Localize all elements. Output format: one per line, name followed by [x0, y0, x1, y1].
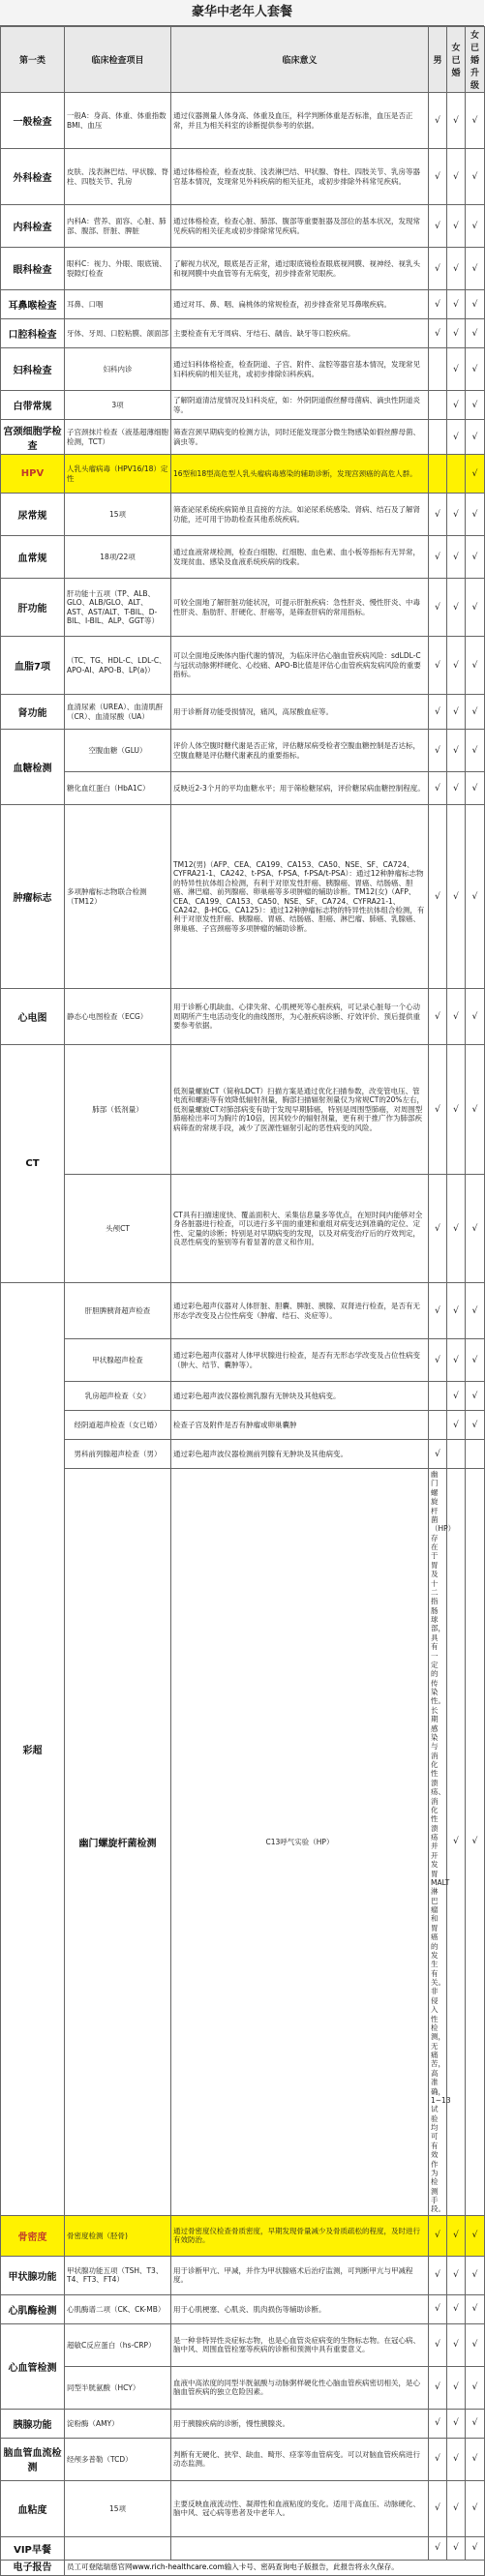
- category-cell: 幽门螺旋杆菌检测: [65, 1469, 171, 2216]
- check-mark-u: √: [466, 772, 485, 805]
- check-mark-m: √: [429, 2366, 447, 2409]
- meaning-cell: 用于心肌梗塞、心肌炎、肌肉损伤等辅助诊断。: [171, 2294, 429, 2323]
- meaning-cell: 通过血液常规检测，检查白细胞、红细胞、血色素、血小板等指标有无异常，发现贫血、感染及血液系统疾病的线索。: [171, 536, 429, 579]
- category-cell: 一般检查: [1, 93, 65, 149]
- check-mark-m: √: [429, 579, 447, 637]
- table-row: [1, 391, 485, 420]
- meaning-cell: 16型和18型高危型人乳头瘤病毒感染的辅助诊断，发现宫颈癌的高危人群。: [171, 455, 429, 494]
- meaning-cell: 了解阴道清洁度情况及妇科炎症，如：外阴阴道假丝酵母菌病、滴虫性阴道炎等。: [171, 391, 429, 420]
- item-cell: [65, 2536, 171, 2560]
- check-mark-f: √: [447, 391, 466, 420]
- check-mark-f: √: [447, 2480, 466, 2536]
- check-mark-u: √: [466, 205, 485, 248]
- meaning-cell: 幽门螺旋杆菌（HP）存在于胃及十二指肠球部，具有一定的传染性。长期感染与消化性溃疡、消化性溃疡并开发胃MALT淋巴瘤和胃癌的发生有关。非侵入性检测，无痛苦，高准确，1~13试验均可有效作为检测手段。: [429, 1469, 447, 2216]
- item-cell: 3项: [65, 391, 171, 420]
- table-row: [1, 805, 485, 989]
- meaning-cell: 可以全面地反映体内脂代谢的情况，为临床评估心脑血管疾病风险：sdLDL-C与冠状动脉粥样硬化、心绞痛、APO-B比值是评估心血管疾病发病风险的重要指标。: [171, 637, 429, 695]
- meaning-cell: TM12(男)（AFP、CEA、CA199、CA153、CA50、NSE、SF、CA724、CYFRA21-1、CA242、t-PSA、f-PSA、f-PSA/t-PSA）：通过12种肿瘤标志物的特异性抗体组合检测，有利于对原发性肝癌、胰腺癌、胃癌、结肠癌、胆癌、淋巴瘤、前列腺癌、卵巢癌等多项肿瘤的辅助诊断。TM12(女)（AFP、CEA、CA199、CA153、CA50、NSE、SF、CA724、CYFRA21-1、CA242、β-HCG、CA125）：通过12种肿瘤标志物的特异性抗体组合检测，有利于对原发性肝癌、胰腺癌、胃癌、结肠癌、胆癌、淋巴瘤、肺癌、乳腺癌、卵巢癌、子宫颈癌等多项肿瘤的辅助诊断。: [171, 805, 429, 989]
- check-mark-u: √: [466, 348, 485, 391]
- check-mark-u: √: [466, 391, 485, 420]
- check-mark-m: √: [429, 1283, 447, 1339]
- category-cell: 宫颈细胞学检查: [1, 420, 65, 455]
- footer-text: 员工可登陆瑞慈官网www.rich-healthcare.com输入卡号、密码查询电子版报告，此报告将永久保存。: [65, 2560, 485, 2575]
- check-mark-f: √: [447, 2256, 466, 2294]
- table-row: [1, 2294, 485, 2323]
- table-row: [1, 1283, 485, 1339]
- meaning-cell: 可较全面地了解肝脏功能状况，可提示肝脏疾病：急性肝炎、慢性肝炎、中毒性肝炎、脂肪肝、肝硬化、肝癌等，是筛查肝病的常用指标。: [171, 579, 429, 637]
- category-cell: 外科检查: [1, 149, 65, 205]
- item-cell: 耳鼻、口咽: [65, 290, 171, 319]
- category-cell: 耳鼻喉检查: [1, 290, 65, 319]
- item-cell: 静态心电图检查（ECG）: [65, 989, 171, 1045]
- item-cell: 内科A：营养、面容、心脏、肺部、腹部、肝脏、脾脏: [65, 205, 171, 248]
- meaning-cell: 通过骨密度仪检查骨质密度，早期发现骨量减少及骨质疏松的程度，及时进行有效防治。: [171, 2215, 429, 2256]
- item-cell: 空腹血糖（GLU）: [65, 730, 171, 772]
- meaning-cell: 用于胰腺疾病的诊断，慢性胰腺炎。: [171, 2409, 429, 2438]
- check-mark-f: √: [447, 319, 466, 348]
- item-cell: 肺部（低剂量）: [65, 1045, 171, 1175]
- table-row: [1, 1440, 485, 1469]
- item-cell: 子宫颈抹片检查（液基超薄细胞检测，TCT）: [65, 420, 171, 455]
- check-mark-u: √: [466, 455, 485, 494]
- table-row: [1, 1175, 485, 1283]
- item-cell: 心肌酶谱二项（CK、CK-MB）: [65, 2294, 171, 2323]
- footer-category: 电子报告: [1, 2560, 65, 2575]
- category-cell: 妇科检查: [1, 348, 65, 391]
- item-cell: 肝胆脾胰肾超声检查: [65, 1283, 171, 1339]
- check-mark-u: √: [466, 1411, 485, 1440]
- check-mark-f: √: [447, 2536, 466, 2560]
- header-female-upgrade: 女已婚升级: [466, 27, 485, 93]
- category-cell: HPV: [1, 455, 65, 494]
- check-mark-m: [429, 1411, 447, 1440]
- check-mark-f: √: [447, 989, 466, 1045]
- category-cell: 心血管检测: [1, 2323, 65, 2409]
- category-cell: 白带常规: [1, 391, 65, 420]
- category-cell: 心肌酶检测: [1, 2294, 65, 2323]
- check-mark-f: √: [447, 772, 466, 805]
- table-row: [1, 637, 485, 695]
- check-mark-u: √: [466, 2323, 485, 2366]
- check-mark-m: √: [429, 248, 447, 290]
- item-cell: 血清尿素（UREA）、血清肌酐（CR）、血清尿酸（UA）: [65, 695, 171, 730]
- table-row: [1, 1339, 485, 1382]
- item-cell: 乳房超声检查（女）: [65, 1382, 171, 1411]
- item-cell: 经阴道超声检查（女已婚）: [65, 1411, 171, 1440]
- check-mark-f: √: [447, 494, 466, 536]
- meaning-cell: 通过彩色超声波仪器检测乳腺有无肿块及其他病变。: [171, 1382, 429, 1411]
- item-cell: 淀粉酶（AMY）: [65, 2409, 171, 2438]
- check-mark-m: √: [429, 2480, 447, 2536]
- table-row: [1, 579, 485, 637]
- check-mark-m: √: [429, 93, 447, 149]
- table-row: [1, 290, 485, 319]
- check-mark-u: √: [466, 2409, 485, 2438]
- check-mark-u: √: [466, 579, 485, 637]
- item-cell: 骨密度检测（胫骨): [65, 2215, 171, 2256]
- check-mark-f: √: [447, 1411, 466, 1440]
- check-mark-m: √: [429, 805, 447, 989]
- check-mark-u: √: [466, 730, 485, 772]
- meaning-cell: 通过彩色超声仪器对人体甲状腺进行检查，是否有无形态学改变及占位性病变（肿大、结节、囊肿等）。: [171, 1339, 429, 1382]
- category-cell: 骨密度: [1, 2215, 65, 2256]
- check-mark-u: √: [466, 1045, 485, 1175]
- meaning-cell: 用于诊断甲亢、甲减，并作为甲状腺癌术后治疗监测，可判断甲亢与甲减程度。: [171, 2256, 429, 2294]
- table-row: [1, 730, 485, 772]
- check-mark-u: √: [466, 2438, 485, 2480]
- check-mark-f: √: [447, 348, 466, 391]
- table-row: [1, 205, 485, 248]
- check-mark-f: √: [447, 2323, 466, 2366]
- item-cell: 牙体、牙周、口腔粘膜、颌面部: [65, 319, 171, 348]
- check-mark-f: √: [447, 290, 466, 319]
- item-cell: 糖化血红蛋白（HbA1C）: [65, 772, 171, 805]
- check-mark-m: √: [429, 290, 447, 319]
- table-row: [1, 772, 485, 805]
- check-mark-f: √: [447, 579, 466, 637]
- check-mark-m: √: [429, 1175, 447, 1283]
- package-table: [0, 26, 485, 2576]
- check-mark-u: √: [466, 989, 485, 1045]
- check-mark-m: √: [429, 2256, 447, 2294]
- meaning-cell: 反映近2-3个月的平均血糖水平；用于筛检糖尿病，评价糖尿病血糖控制程度。: [171, 772, 429, 805]
- table-row: [1, 93, 485, 149]
- item-cell: C13呼气实验（HP）: [171, 1469, 429, 2216]
- check-mark-f: √: [466, 1469, 485, 2216]
- check-mark-m: √: [429, 536, 447, 579]
- category-cell: 血糖检测: [1, 730, 65, 805]
- category-cell: 口腔科检查: [1, 319, 65, 348]
- check-mark-u: √: [466, 1339, 485, 1382]
- table-row: [1, 1411, 485, 1440]
- check-mark-u: √: [466, 536, 485, 579]
- check-mark-m: √: [429, 2409, 447, 2438]
- item-cell: 妇科内诊: [65, 348, 171, 391]
- item-cell: 肝功能十五项（TP、ALB、GLO、ALB/GLO、ALT、AST、AST/ALT、T-BIL、D-BIL、I-BIL、ALP、GGT等）: [65, 579, 171, 637]
- meaning-cell: 判断有无硬化、狭窄、缺血、畸形、痉挛等血管病变。可以对脑血管疾病进行动态监测。: [171, 2438, 429, 2480]
- table-row: [1, 1382, 485, 1411]
- check-mark-u: √: [466, 2480, 485, 2536]
- check-mark-u: √: [466, 420, 485, 455]
- check-mark-u: √: [466, 149, 485, 205]
- item-cell: 多项肿瘤标志物联合检测（TM12）: [65, 805, 171, 989]
- table-row: [1, 2215, 485, 2256]
- header-meaning: 临床意义: [171, 27, 429, 93]
- footer-row: [1, 2560, 485, 2575]
- check-mark-f: √: [447, 420, 466, 455]
- meaning-cell: 通过对耳、鼻、咽、扁桃体的常规检查，初步排查常见耳鼻喉疾病。: [171, 290, 429, 319]
- check-mark-m: √: [429, 637, 447, 695]
- header-item: 临床检查项目: [65, 27, 171, 93]
- table-row: [1, 2323, 485, 2366]
- check-mark-u: √: [466, 2294, 485, 2323]
- table-row: [1, 1045, 485, 1175]
- category-cell: CT: [1, 1045, 65, 1283]
- table-body: [1, 93, 485, 2561]
- table-row: [1, 536, 485, 579]
- check-mark-f: √: [447, 1339, 466, 1382]
- header-row: [1, 27, 485, 93]
- check-mark-f: √: [447, 2366, 466, 2409]
- check-mark-u: √: [466, 494, 485, 536]
- meaning-cell: 检查子宫及附件是否有肿瘤或卵巢囊肿: [171, 1411, 429, 1440]
- check-mark-m: √: [429, 149, 447, 205]
- check-mark-u: √: [466, 805, 485, 989]
- check-mark-m: √: [429, 1440, 447, 1469]
- check-mark-f: [447, 1440, 466, 1469]
- category-cell: 甲状腺功能: [1, 2256, 65, 2294]
- check-mark-u: √: [466, 1382, 485, 1411]
- category-cell: 肿瘤标志: [1, 805, 65, 989]
- meaning-cell: 通过妇科体格检查，检查阴道、子宫、附件、盆腔等器官基本情况，发现常见妇科疾病的相关征兆，或初步排除妇科疾病。: [171, 348, 429, 391]
- header-male: 男: [429, 27, 447, 93]
- table-row: [1, 2480, 485, 2536]
- item-cell: 人乳头瘤病毒（HPV16/18）定性: [65, 455, 171, 494]
- meaning-cell: 通过体格检查，检查皮肤、浅表淋巴结、甲状腺、脊柱、四肢关节、乳房等器官基本情况，发现常见外科疾病的相关征兆，或初步排除外科常见疾病。: [171, 149, 429, 205]
- check-mark-u: √: [466, 1175, 485, 1283]
- table-row: [1, 2256, 485, 2294]
- item-cell: 眼科C：视力、外眼、眼底镜、裂隙灯检查: [65, 248, 171, 290]
- check-mark-f: √: [447, 1175, 466, 1283]
- category-cell: 眼科检查: [1, 248, 65, 290]
- check-mark-m: √: [429, 2536, 447, 2560]
- check-mark-f: √: [447, 93, 466, 149]
- table-row: [1, 2438, 485, 2480]
- meaning-cell: CT具有扫描速度快、覆盖面积大、采集信息量多等优点，在短时间内能够对全身各脏器进行检查，可以进行多平面的重建和重组对病变达到准确的定位、定性、定量的诊断；特别是对早期病变的发现，以及对病变治疗后的疗效判定，良恶性病变的鉴别等有着显著的意义和作用。: [171, 1175, 429, 1283]
- meaning-cell: 低剂量螺旋CT（简称LDCT）扫描方案是通过优化扫描参数，改变管电压、管电流和螺距等有效降低辐射剂量，胸部扫描辐射剂量仅为常规CT的20%左右，低剂量螺旋CT对肺部病变有助于发现早期肺癌，特别是周围型肺癌，对周围型肺癌检出率可为胸片的10倍，因其较少的辐射剂量，更有利于推广作为肺部疾病筛查的常规手段，减少了医源性辐射引起的恶性病变的风险。: [171, 1045, 429, 1175]
- check-mark-m: √: [429, 989, 447, 1045]
- item-cell: 同型半胱氨酸（HCY）: [65, 2366, 171, 2409]
- table-row: [1, 695, 485, 730]
- page-title: 豪华中老年人套餐: [0, 0, 484, 26]
- check-mark-m: √: [429, 1339, 447, 1382]
- check-mark-m: √: [429, 494, 447, 536]
- meaning-cell: 用于诊断心肌缺血、心律失常、心肌梗死等心脏疾病，可记录心脏每一个心动周期所产生电活动变化的曲线图形，为心脏疾病诊断、疗效评价、预后提供重要参考依据。: [171, 989, 429, 1045]
- check-mark-f: √: [447, 536, 466, 579]
- check-mark-m: √: [447, 1469, 466, 2216]
- check-mark-f: √: [447, 2438, 466, 2480]
- meaning-cell: 血液中高浓度的同型半胱氨酸与动脉粥样硬化性心脑血管疾病密切相关，是心脑血管疾病的独立危险因素。: [171, 2366, 429, 2409]
- meaning-cell: 筛查宫颈早期病变的检测方法，同时还能发现部分微生物感染如假丝酵母菌、滴虫等。: [171, 420, 429, 455]
- meaning-cell: 通过彩色超声波仪器检测前列腺有无肿块及其他病变。: [171, 1440, 429, 1469]
- check-mark-m: √: [429, 2215, 447, 2256]
- table-row: [1, 1469, 485, 2216]
- check-mark-u: √: [466, 695, 485, 730]
- check-mark-u: √: [466, 319, 485, 348]
- check-mark-f: √: [447, 637, 466, 695]
- category-cell: 胰腺功能: [1, 2409, 65, 2438]
- check-mark-m: [429, 348, 447, 391]
- meaning-cell: 通过仪器测量人体身高、体重及血压，科学判断体重是否标准，血压是否正常，并且为相关科室的诊断提供参考的依据。: [171, 93, 429, 149]
- category-cell: VIP早餐: [1, 2536, 65, 2560]
- table-row: [1, 494, 485, 536]
- meaning-cell: 评价人体空腹时糖代谢是否正常，评估糖尿病受检者空腹血糖控制是否达标，空腹血糖是评估糖代谢紊乱的重要指标。: [171, 730, 429, 772]
- check-mark-f: √: [447, 149, 466, 205]
- check-mark-f: √: [447, 205, 466, 248]
- check-mark-f: √: [447, 695, 466, 730]
- meaning-cell: 主要反映血液流动性、凝滞性和血液粘度的变化。适用于高血压、动脉硬化、脑中风、冠心病等患者及中老年人。: [171, 2480, 429, 2536]
- table-row: [1, 989, 485, 1045]
- check-mark-m: [429, 455, 447, 494]
- table-row: [1, 420, 485, 455]
- check-mark-u: √: [466, 290, 485, 319]
- check-mark-m: √: [429, 772, 447, 805]
- check-mark-m: √: [429, 2438, 447, 2480]
- item-cell: 一般A：身高、体重、体重指数BMI、血压: [65, 93, 171, 149]
- meaning-cell: 是一种非特异性炎症标志物，也是心血管炎症病变的生物标志物。在冠心病、脑中风、周围血管栓塞等疾病的诊断和预测中具有重要意义。: [171, 2323, 429, 2366]
- check-mark-f: [447, 455, 466, 494]
- check-mark-m: √: [429, 2323, 447, 2366]
- category-cell: 尿常规: [1, 494, 65, 536]
- check-mark-u: √: [466, 2215, 485, 2256]
- table-row: [1, 149, 485, 205]
- meaning-cell: 筛查泌尿系统疾病简单且直接的方法。如泌尿系统感染、肾病、结石及了解肾功能，还可用于协助检查其他系统疾病。: [171, 494, 429, 536]
- item-cell: 甲状腺功能五项（TSH、T3、T4、FT3、FT4）: [65, 2256, 171, 2294]
- item-cell: 皮肤、浅表淋巴结、甲状腺、脊柱、四肢关节、乳房: [65, 149, 171, 205]
- item-cell: 15项: [65, 2480, 171, 2536]
- check-mark-m: [429, 391, 447, 420]
- check-mark-m: √: [429, 695, 447, 730]
- table-row: [1, 2536, 485, 2560]
- category-cell: 内科检查: [1, 205, 65, 248]
- check-mark-f: √: [447, 2409, 466, 2438]
- table-row: [1, 2409, 485, 2438]
- check-mark-f: √: [447, 2294, 466, 2323]
- check-mark-u: √: [466, 637, 485, 695]
- category-cell: 血常规: [1, 536, 65, 579]
- check-mark-m: [429, 1382, 447, 1411]
- category-cell: 血粘度: [1, 2480, 65, 2536]
- category-cell: 血脂7项: [1, 637, 65, 695]
- check-mark-m: √: [429, 319, 447, 348]
- table-row: [1, 319, 485, 348]
- category-cell: 脑血管血流检测: [1, 2438, 65, 2480]
- header-category: 第一类: [1, 27, 65, 93]
- meaning-cell: [171, 2536, 429, 2560]
- check-mark-f: √: [447, 1382, 466, 1411]
- check-mark-u: √: [466, 2536, 485, 2560]
- item-cell: 男科前列腺超声检查（男）: [65, 1440, 171, 1469]
- category-cell: 肾功能: [1, 695, 65, 730]
- category-cell: 心电图: [1, 989, 65, 1045]
- check-mark-f: √: [447, 248, 466, 290]
- meaning-cell: 主要检查有无牙周病、牙结石、龋齿、缺牙等口腔疾病。: [171, 319, 429, 348]
- item-cell: 15项: [65, 494, 171, 536]
- check-mark-u: [466, 1440, 485, 1469]
- check-mark-f: √: [447, 730, 466, 772]
- category-cell: 彩超: [1, 1283, 65, 2216]
- item-cell: 头颅CT: [65, 1175, 171, 1283]
- check-mark-f: √: [447, 1283, 466, 1339]
- check-mark-m: √: [429, 1045, 447, 1175]
- meaning-cell: 用于诊断肾功能受损情况，痛风，高尿酸血症等。: [171, 695, 429, 730]
- check-mark-u: √: [466, 2366, 485, 2409]
- check-mark-u: √: [466, 1283, 485, 1339]
- check-mark-u: √: [466, 2256, 485, 2294]
- item-cell: （TC、TG、HDL-C、LDL-C、APO-AI、APO-B、LP(a)）: [65, 637, 171, 695]
- check-mark-f: √: [447, 1045, 466, 1175]
- table-row: [1, 348, 485, 391]
- meaning-cell: 了解视力状况，眼底是否正常，通过眼底镜检查眼底视网膜、视神经、视乳头和视网膜中央血管等有无病变，初步排查常见眼疾。: [171, 248, 429, 290]
- table-row: [1, 455, 485, 494]
- category-cell: 肝功能: [1, 579, 65, 637]
- item-cell: 甲状腺超声检查: [65, 1339, 171, 1382]
- item-cell: 18项/22项: [65, 536, 171, 579]
- check-mark-u: √: [466, 93, 485, 149]
- check-mark-f: √: [447, 2215, 466, 2256]
- header-female: 女已婚: [447, 27, 466, 93]
- meaning-cell: 通过彩色超声仪器对人体肝脏、胆囊、脾脏、胰腺、双肾进行检查，是否有无形态学改变及占位性病变（肿瘤、结石、炎症等）。: [171, 1283, 429, 1339]
- item-cell: 经颅多普勒（TCD）: [65, 2438, 171, 2480]
- table-row: [1, 2366, 485, 2409]
- check-mark-m: √: [429, 205, 447, 248]
- check-mark-m: [429, 420, 447, 455]
- check-mark-f: √: [447, 805, 466, 989]
- check-mark-m: √: [429, 2294, 447, 2323]
- item-cell: 超敏C反应蛋白（hs-CRP）: [65, 2323, 171, 2366]
- check-mark-m: √: [429, 730, 447, 772]
- table-row: [1, 248, 485, 290]
- meaning-cell: 通过体格检查，检查心脏、肺部、腹部等重要脏器及部位的基本状况，发现常见疾病的相关征兆或初步排除常见疾病。: [171, 205, 429, 248]
- check-mark-u: √: [466, 248, 485, 290]
